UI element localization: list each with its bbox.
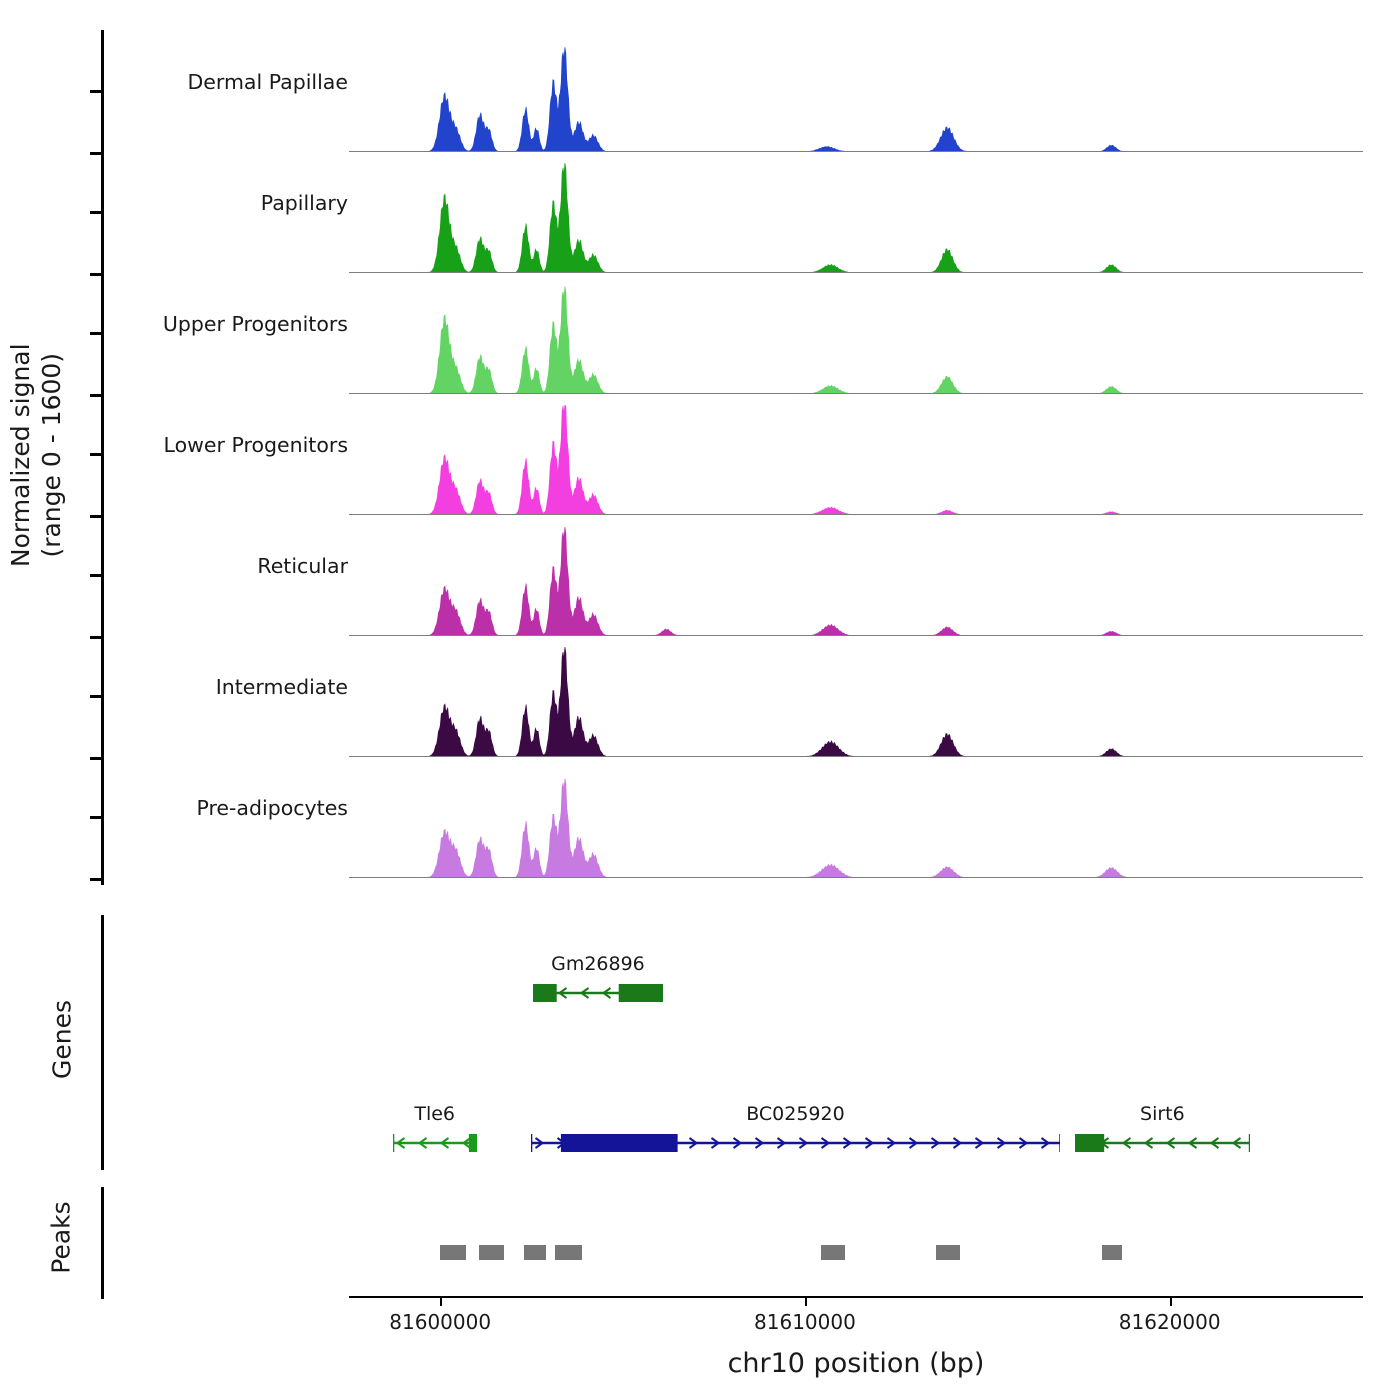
genes-panel [0,915,1400,1175]
track-profile [349,526,1363,636]
track-signal-area [349,768,1363,878]
gene-model-gm26896 [533,978,662,1008]
track-baseline [349,272,1363,273]
y-tick [90,273,101,276]
gene-label-gm26896: Gm26896 [551,953,645,975]
track-baseline [349,756,1363,757]
peaks-axis-spine [101,1187,104,1299]
y-tick [90,394,101,397]
peaks-panel-label: Peaks [46,1201,76,1274]
signal-track [0,284,1400,394]
peak-box [524,1245,546,1260]
x-axis-line [349,1296,1363,1298]
track-signal-area [349,647,1363,757]
peak-box [936,1245,960,1260]
gene-label-bc025920: BC025920 [746,1103,845,1125]
x-tick [440,1296,442,1306]
signal-track [0,163,1400,273]
x-axis-title: chr10 position (bp) [727,1348,985,1379]
track-signal-area [349,284,1363,394]
x-tick-label: 81620000 [1118,1310,1221,1334]
x-tick-label: 81600000 [389,1310,492,1334]
track-label-intermediate: Intermediate [215,675,348,699]
y-tick [90,515,101,518]
gene-model-tle6 [393,1128,477,1158]
track-signal-area [349,526,1363,636]
genes-axis-spine [101,915,104,1170]
signal-track [0,405,1400,515]
gene-model-bc025920 [531,1128,1061,1158]
track-profile [349,284,1363,394]
peak-box [440,1245,466,1260]
track-profile [349,768,1363,878]
track-baseline [349,151,1363,152]
peak-box [1102,1245,1122,1260]
track-signal-area [349,163,1363,273]
track-label-reticular: Reticular [257,554,348,578]
y-axis-title-line1: Normalized signal [5,343,35,568]
peak-box [555,1245,582,1260]
track-label-lower-progenitors: Lower Progenitors [163,433,348,457]
track-signal-area [349,42,1363,152]
genes-panel-label: Genes [47,1000,77,1080]
gene-model-sirt6 [1075,1128,1250,1158]
x-tick [1170,1296,1172,1306]
track-baseline [349,393,1363,394]
track-baseline [349,877,1363,878]
y-axis-title-line2: (range 0 - 1600) [37,352,66,558]
signal-track [0,42,1400,152]
track-label-papillary: Papillary [260,191,348,215]
y-tick [90,878,101,881]
signal-track [0,768,1400,878]
signal-track [0,526,1400,636]
track-profile [349,42,1363,152]
track-profile [349,163,1363,273]
y-tick [90,757,101,760]
track-baseline [349,635,1363,636]
track-baseline [349,514,1363,515]
y-tick [90,636,101,639]
track-signal-area [349,405,1363,515]
peak-box [821,1245,845,1260]
track-profile [349,405,1363,515]
gene-label-sirt6: Sirt6 [1140,1103,1185,1125]
peak-box [479,1245,505,1260]
track-profile [349,647,1363,757]
track-label-upper-progenitors: Upper Progenitors [162,312,348,336]
x-tick [805,1296,807,1306]
y-tick [90,152,101,155]
signal-track [0,647,1400,757]
gene-label-tle6: Tle6 [414,1103,456,1125]
x-tick-label: 81610000 [754,1310,856,1334]
track-label-pre-adipocytes: Pre-adipocytes [196,796,348,820]
peaks-panel [0,1185,1400,1305]
track-label-dermal-papillae: Dermal Papillae [187,70,348,94]
